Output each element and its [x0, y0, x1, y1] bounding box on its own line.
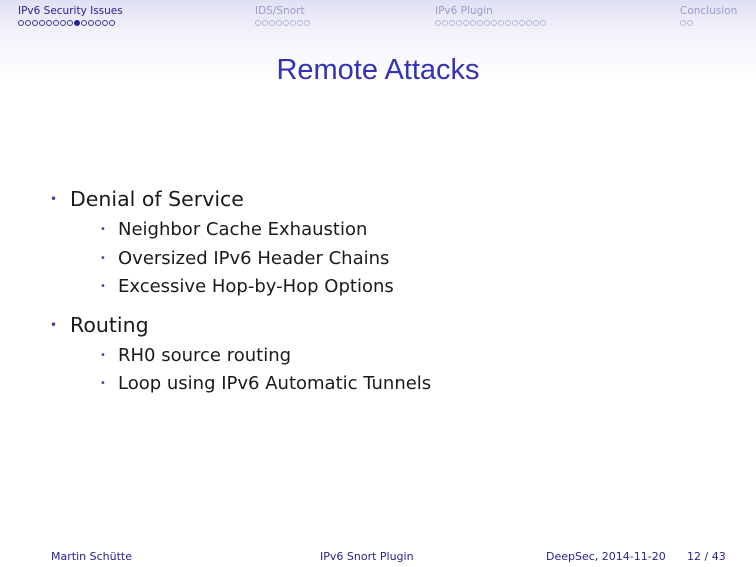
sub-bullet-icon: •: [100, 252, 106, 264]
nav-dot[interactable]: [463, 20, 469, 26]
bullet-text: Denial of Service: [70, 187, 244, 211]
sub-bullet-text: Excessive Hop-by-Hop Options: [118, 276, 394, 297]
sub-bullet-icon: •: [100, 281, 106, 292]
nav-dot[interactable]: [491, 20, 497, 26]
bullet-icon: •: [50, 317, 58, 332]
sub-bullet-item: [50, 216, 710, 245]
nav-section-conclusion[interactable]: [680, 5, 737, 26]
nav-dot-current[interactable]: [74, 20, 80, 26]
nav-dot[interactable]: [276, 20, 282, 26]
nav-dot[interactable]: [442, 20, 448, 26]
nav-dot[interactable]: [18, 20, 24, 26]
nav-dot[interactable]: [519, 20, 525, 26]
sub-bullet-list: [50, 216, 710, 302]
nav-dot[interactable]: [46, 20, 52, 26]
nav-dot[interactable]: [498, 20, 504, 26]
sub-bullet-icon: •: [100, 224, 106, 235]
nav-dot[interactable]: [435, 20, 441, 26]
nav-dot[interactable]: [262, 20, 268, 26]
nav-dot[interactable]: [53, 20, 59, 26]
sub-bullet-item: [50, 273, 710, 302]
nav-dot[interactable]: [32, 20, 38, 26]
sub-bullet-text: RH0 source routing: [118, 344, 292, 366]
nav-section-ipv6-plugin[interactable]: [435, 5, 546, 26]
slide-title: Remote Attacks: [276, 54, 480, 86]
nav-progress-dots: [680, 20, 737, 26]
nav-dot[interactable]: [304, 20, 310, 26]
nav-dot[interactable]: [102, 20, 108, 26]
bullet-item-denial-of-service: [50, 184, 710, 214]
nav-dot[interactable]: [512, 20, 518, 26]
footer-date: DeepSec, 2014-11-20: [546, 550, 666, 563]
nav-dot[interactable]: [297, 20, 303, 26]
nav-section-ipv6-security-issues[interactable]: [18, 5, 123, 26]
nav-dot[interactable]: [67, 20, 73, 26]
nav-section-ids-snort[interactable]: [255, 5, 310, 26]
nav-dot[interactable]: [95, 20, 101, 26]
bullet-icon: •: [50, 192, 58, 206]
nav-dot[interactable]: [60, 20, 66, 26]
sub-bullet-text: Neighbor Cache Exhaustion: [118, 219, 368, 240]
nav-dot[interactable]: [526, 20, 532, 26]
nav-dot[interactable]: [449, 20, 455, 26]
nav-section-title[interactable]: IDS/Snort: [255, 5, 305, 17]
bullet-text: Routing: [70, 312, 149, 337]
nav-dot[interactable]: [484, 20, 490, 26]
nav-progress-dots: [435, 20, 546, 26]
footer-bar: [0, 549, 756, 565]
nav-dot[interactable]: [680, 20, 686, 26]
nav-dot[interactable]: [477, 20, 483, 26]
sub-bullet-text: Loop using IPv6 Automatic Tunnels: [118, 373, 432, 394]
bullet-item-routing: [50, 310, 710, 340]
nav-dot[interactable]: [81, 20, 87, 26]
footer-page-number: 12 / 43: [687, 550, 726, 563]
footer-author: Martin Schütte: [51, 550, 132, 563]
nav-dot[interactable]: [505, 20, 511, 26]
slide-content: [50, 184, 710, 407]
nav-dot[interactable]: [687, 20, 693, 26]
nav-dot[interactable]: [25, 20, 31, 26]
sub-bullet-item: [50, 370, 710, 399]
nav-section-title[interactable]: Conclusion: [680, 5, 738, 17]
sub-bullet-list: [50, 342, 710, 399]
sub-bullet-item: [50, 245, 710, 274]
nav-dot[interactable]: [39, 20, 45, 26]
nav-progress-dots: [18, 20, 123, 26]
sub-bullet-icon: •: [100, 378, 106, 389]
sub-bullet-text: Oversized IPv6 Header Chains: [118, 247, 390, 269]
nav-section-title[interactable]: IPv6 Security Issues: [18, 5, 123, 17]
nav-dot[interactable]: [283, 20, 289, 26]
nav-dot[interactable]: [540, 20, 546, 26]
footer-title: IPv6 Snort Plugin: [320, 550, 414, 563]
nav-dot[interactable]: [255, 20, 261, 26]
nav-section-title[interactable]: IPv6 Plugin: [435, 5, 493, 17]
nav-dot[interactable]: [470, 20, 476, 26]
sub-bullet-icon: •: [100, 349, 106, 361]
nav-dot[interactable]: [109, 20, 115, 26]
nav-dot[interactable]: [456, 20, 462, 26]
nav-dot[interactable]: [88, 20, 94, 26]
nav-progress-dots: [255, 20, 310, 26]
nav-dot[interactable]: [290, 20, 296, 26]
sub-bullet-item: [50, 342, 710, 371]
nav-dot[interactable]: [269, 20, 275, 26]
nav-dot[interactable]: [533, 20, 539, 26]
